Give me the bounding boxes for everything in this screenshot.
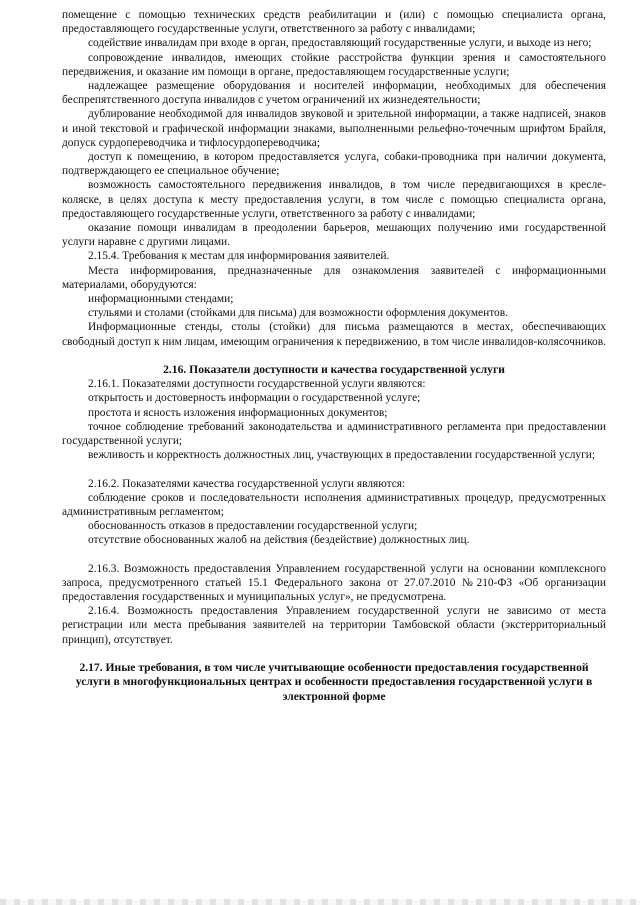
paragraph: простота и ясность изложения информационных документов; <box>88 406 388 419</box>
section-heading-2-17: 2.17. Иные требования, в том числе учитывающие особенности предоставления государственной услуги в многофункциональных центрах и особенности предоставления государственной услуги в электронной форме <box>75 660 593 703</box>
paragraph: 2.15.4. Требования к местам для информирования заявителей. <box>88 250 390 263</box>
spacer <box>62 349 606 363</box>
paragraph: обоснованность отказов в предоставлении государственной услуги; <box>88 520 418 533</box>
paragraph: надлежащее размещение оборудования и носителей информации, необходимых для обеспечения беспрепятственного доступа инвалидов с учетом ограничений их жизнедеятельности; <box>62 80 606 107</box>
paragraph: 2.16.3. Возможность предоставления Управлением государственной услуги на основании комплексного запроса, предусмотренного статьей 15.1 Федерального закона от 27.07.2010 №210-ФЗ «Об организации предоставления государственных и муниципальных услуг», не предусмотрена. <box>62 562 606 603</box>
paragraph: Информационные стенды, столы (стойки) для письма размещаются в местах, обеспечивающих свободный доступ к ним лицам, имеющим ограничения к передвижению, в том числе инвалидов-колясочников. <box>62 321 606 348</box>
spacer <box>62 647 606 661</box>
paragraph: содействие инвалидам при входе в орган, предоставляющий государственные услуги, и выходе из него; <box>88 37 592 50</box>
paragraph: открытость и достоверность информации о государственной услуге; <box>88 392 421 405</box>
section-heading-2-16: 2.16. Показатели доступности и качества государственной услуги <box>163 362 505 376</box>
paragraph: вежливость и корректность должностных лиц, участвующих в предоставлении государственной услуги; <box>88 449 596 462</box>
paragraph: отсутствие обоснованных жалоб на действия (бездействие) должностных лиц. <box>88 534 470 547</box>
paragraph: дублирование необходимой для инвалидов звуковой и зрительной информации, а также надписей, знаков и иной текстовой и графической информации знаками, выполненными рельефно-точечным шрифтом Брайля, допуск сурдопереводчика и тифлосурдопереводчика; <box>62 108 606 149</box>
paragraph: 2.16.1. Показателями доступности государственной услуги являются: <box>88 378 426 391</box>
paragraph: помещение с помощью технических средств реабилитации и (или) с помощью специалиста органа, предоставляющего государственные услуги, ответственного за работу с инвалидами; <box>62 9 606 36</box>
spacer <box>62 463 606 477</box>
paragraph: соблюдение сроков и последовательности исполнения административных процедур, предусмотренных административным регламентом; <box>62 491 606 518</box>
paragraph: информационными стендами; <box>88 293 234 306</box>
paragraph: стульями и столами (стойками для письма) для возможности оформления документов. <box>88 307 508 320</box>
paragraph: возможность самостоятельного передвижения инвалидов, в том числе передвигающихся в кресле-коляске, в целях доступа к месту предоставления услуги, в том числе с помощью специалиста органа, предоставляющего государственные услуги, ответственного за работу с инвалидами; <box>62 179 606 220</box>
paragraph: 2.16.4. Возможность предоставления Управлением государственной услуги не зависимо от места регистрации или места пребывания заявителей на территории Тамбовской области (экстерриториальный принцип), отсутствует. <box>62 605 606 646</box>
scan-edge-artifact <box>0 899 640 905</box>
paragraph: доступ к помещению, в котором предоставляется услуга, собаки-проводника при наличии документа, подтверждающего ее специальное обучение; <box>62 151 606 178</box>
paragraph: 2.16.2. Показателями качества государственной услуги являются: <box>88 477 406 490</box>
paragraph: Места информирования, предназначенные для ознакомления заявителей с информационными материалами, оборудуются: <box>62 264 606 291</box>
paragraph: точное соблюдение требований законодательства и административного регламента при предоставлении государственной услуги; <box>62 420 606 448</box>
paragraph: оказание помощи инвалидам в преодолении барьеров, мешающих получению ими государственной услуги наравне с другими лицами. <box>62 222 606 249</box>
paragraph: сопровождение инвалидов, имеющих стойкие расстройства функции зрения и самостоятельного передвижения, и оказание им помощи в органе, предоставляющем государственные услуги; <box>62 51 606 78</box>
spacer <box>62 548 606 562</box>
